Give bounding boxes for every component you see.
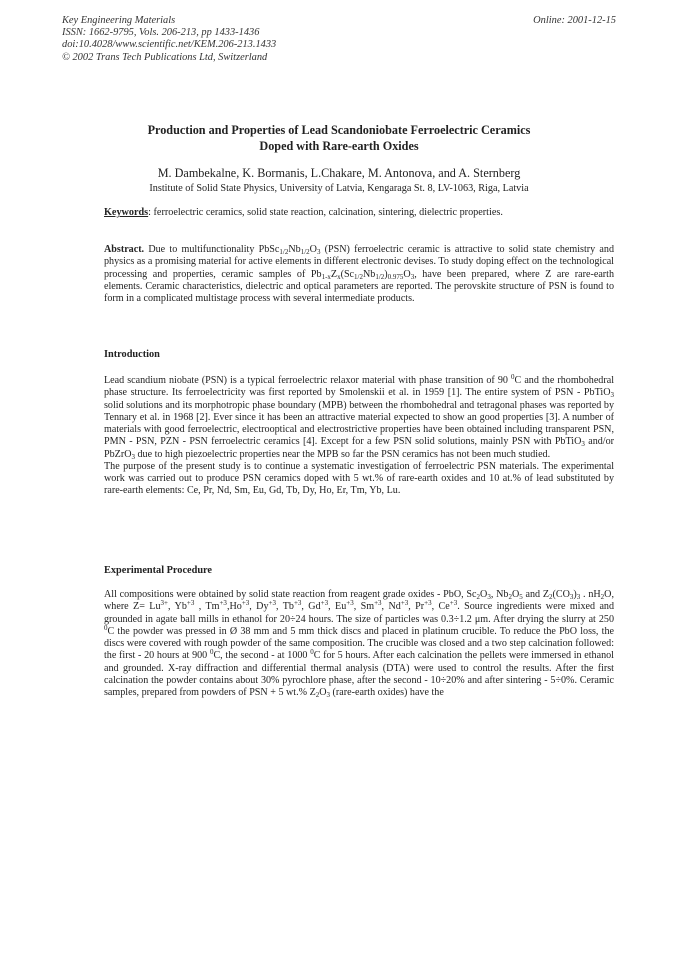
experimental-heading: Experimental Procedure	[104, 565, 213, 576]
abstract-label: Abstract.	[104, 244, 145, 255]
introduction-heading: Introduction	[104, 349, 160, 360]
copyright-line: © 2002 Trans Tech Publications Ltd, Switzerland	[62, 51, 268, 63]
online-date: Online: 2001-12-15	[533, 15, 616, 26]
keywords-text: : ferroelectric ceramics, solid state reaction, calcination, sintering, dielectric properties.	[148, 207, 503, 218]
title-line-1: Production and Properties of Lead Scandoniobate Ferroelectric Ceramics	[147, 123, 531, 137]
intro-paragraph-2: The purpose of the present study is to continue a systematic investigation of ferroelectric PSN materials. The experimental work was carried out to produce PSN ceramics doped with 5 wt.% of rare-earth oxides and 10 at.% of lead substituted by rare-earth elements: Ce, Pr, Nd, Sm, Eu, Gd, Tb, Dy, Ho, Er, Tm, Yb, Lu.	[104, 460, 614, 497]
affiliation: Institute of Solid State Physics, University of Latvia, Kengaraga St. 8, LV-1063, Riga, Latvia	[149, 183, 529, 194]
issn-line: ISSN: 1662-9795, Vols. 206-213, pp 1433-1436	[62, 27, 260, 39]
keywords-label: Keywords	[104, 207, 149, 218]
keywords	[104, 206, 616, 219]
introduction-section	[104, 375, 614, 498]
title-line-2: Doped with Rare-earth Oxides	[259, 138, 419, 153]
author-list: M. Dambekalne, K. Bormanis, L.Chakare, M. Antonova, and A. Sternberg	[157, 166, 521, 180]
journal-header	[62, 15, 276, 64]
journal-name: Key Engineering Materials	[62, 15, 176, 26]
abstract: Abstract. Due to multifunctionality $PbSc_{1/2}Nb_{1/2}O_3$ (PSN) ferroelectric ceramic is attractive to solid state chemistry and physics as a promising material for active elements in different electronic devises. To study doping effect on the technological processing and properties, ceramic samples of $Pb_{1-x}Z_x(Sc_{1/2}Nb_{1/2})_{0.975}O_3$, have been prepared, where Z are rare-earth elements. Ceramic characteristics, dielectric and optical parameters are reported. The perovskite structure of PSN is found to form in a complicated multistage process with several intermediate products.	[104, 244, 615, 304]
paper-title	[62, 123, 616, 155]
intro-paragraph-1: Lead scandium niobate (PSN) is a typical ferroelectric relaxor material with phase transition of 90 $^0$C and the rhombohedral phase structure. Its ferroelectricity was first reported by Smolenskii et al. in 1959 [1]. The entire system of PSN - PbTiO$_3$ solid solutions and its morphotropic phase boundary (MPB) between the rhombohedral and tetragonal phases was reported by Tennary et al. in 1968 [2]. Ever since it has been an attractive material expected to show an good properties [3]. A number of materials with good ferroelectric, electrooptical and electrostrictive properties have been obtained including transparent PSN, PMN - PSN, PZN - PSN ferroelectric ceramics [4]. Except for a few PSN solid solutions, mainly PSN with PbTiO$_3$ and/or PbZrO$_3$ due to high piezoelectric properties near the MPB so far the PSN ceramics has not been much studied.	[104, 373, 614, 461]
experimental-section: All compositions were obtained by solid state reaction from reagent grade oxides - PbO, $Sc_2O_3$, $Nb_2O_5$ and $Z_2(CO_3)_3$ . $nH_2O$, where $Z= Lu^{3+}$, $Yb^{+3}$ , $Tm^{+3},Ho^{+3}$, $Dy^{+3}$, $Tb^{+3}$, $Gd^{+3}$, $Eu^{+3}$, $Sm^{+3}$, $Nd^{+3}$, $Pr^{+3}$, $Ce^{+3}$. Source ingredients were mixed and grounded in agate ball mills in ethanol for 20÷24 hours. The size of particles was 0.3÷1.2 μm. After drying the slurry at 250 $^0$C the powder was pressed in Ø 38 mm and 5 mm thick discs and placed in platinum crucible. To reduce the PbO loss, the discs were covered with rough powder of the same composition. The crucible was closed and a two step calcination followed: the first - 20 hours at 900 $^0$C, the second - at 1000 $^0$C for 5 hours. After each calcination the pellets were immersed in ethanol and grounded. X-ray diffraction and differential thermal analysis (DTA) were used to control the results. After the first calcination the powder contains about 30% pyrochlore phase, after the second - 10÷20% and after sintering - 5÷0%. Ceramic samples, prepared from powders of PSN + 5 wt.% $Z_2O_3$ (rare-earth oxides) have the	[104, 589, 615, 699]
doi-line: doi:10.4028/www.scientific.net/KEM.206-213.1433	[62, 39, 277, 51]
